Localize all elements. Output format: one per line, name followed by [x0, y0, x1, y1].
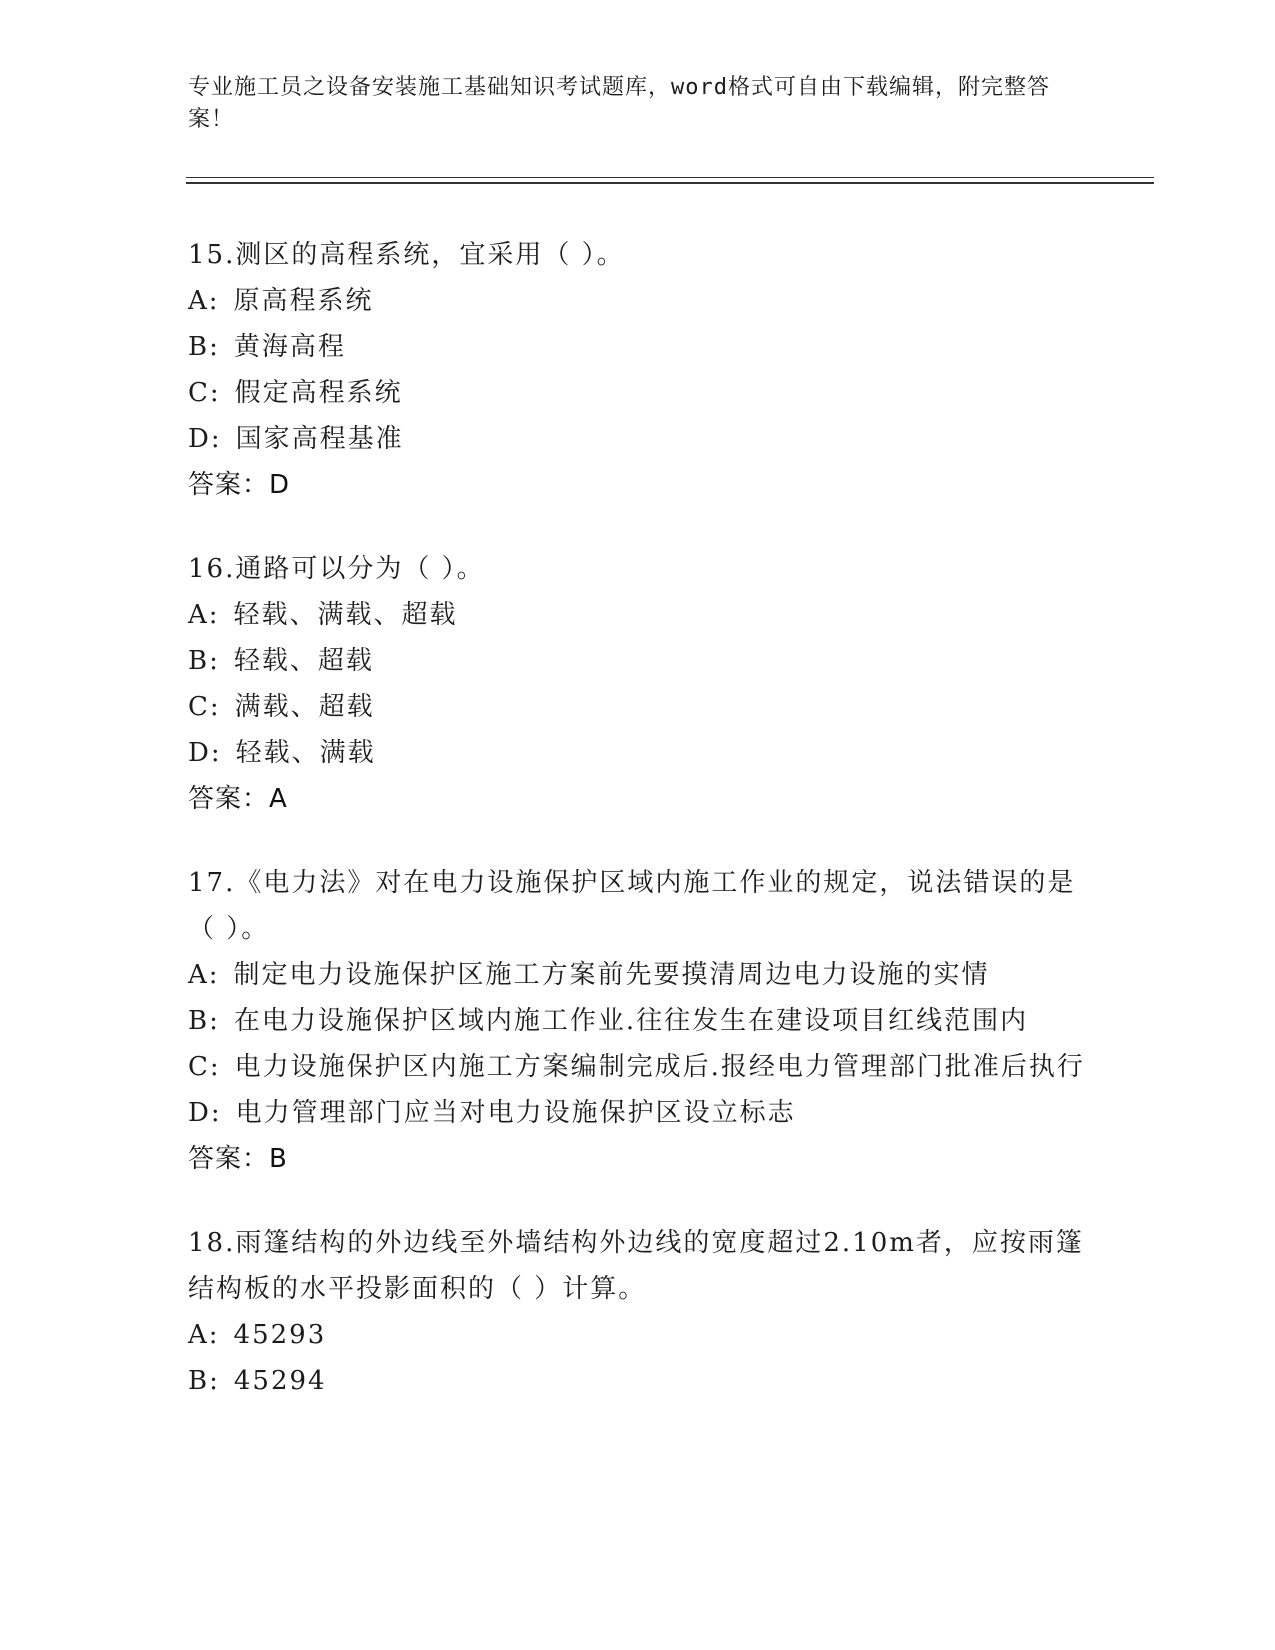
question-stem: 17.《电力法》对在电力设施保护区域内施工作业的规定，说法错误的是（ ）。 [188, 868, 1076, 944]
option-d [188, 416, 1088, 462]
option-text: 满载、超载 [234, 692, 375, 722]
option-text: 轻载、满载 [235, 738, 376, 768]
option-b [188, 998, 1088, 1044]
option-letter: C: [188, 1052, 221, 1082]
option-letter: A: [188, 1320, 220, 1350]
question-stem: 18.雨篷结构的外边线至外墙结构外边线的宽度超过2.10m者，应按雨篷结构板的水平投影面积的（ ）计算。 [188, 1228, 1084, 1304]
option-c [188, 1044, 1088, 1090]
question-17 [188, 860, 1088, 1182]
option-text: 45294 [233, 1366, 327, 1396]
option-letter: A: [188, 960, 220, 990]
option-text: 在电力设施保护区域内施工作业.往往发生在建设项目红线范围内 [233, 1006, 1029, 1036]
answer-line: 答案：D [188, 470, 291, 500]
option-letter: A: [188, 600, 220, 630]
question-stem: 15.测区的高程系统，宜采用（ ）。 [188, 240, 625, 270]
option-b [188, 1358, 1088, 1404]
option-c [188, 684, 1088, 730]
option-a [188, 952, 1088, 998]
option-letter: C: [188, 692, 221, 722]
option-text: 原高程系统 [233, 286, 374, 316]
option-text: 电力设施保护区内施工方案编制完成后.报经电力管理部门批准后执行 [234, 1052, 1085, 1082]
option-letter: D: [188, 738, 222, 768]
option-c [188, 370, 1088, 416]
option-text: 电力管理部门应当对电力设施保护区设立标志 [235, 1098, 796, 1128]
option-d [188, 1090, 1088, 1136]
option-b [188, 324, 1088, 370]
option-text: 国家高程基准 [235, 424, 404, 454]
option-letter: B: [188, 646, 220, 676]
option-text: 轻载、超载 [233, 646, 374, 676]
option-d [188, 730, 1088, 776]
option-letter: A: [188, 286, 220, 316]
option-letter: B: [188, 1366, 220, 1396]
option-text: 轻载、满载、超载 [233, 600, 458, 630]
question-stem: 16.通路可以分为（ ）。 [188, 554, 485, 584]
question-18 [188, 1220, 1088, 1404]
option-a [188, 592, 1088, 638]
option-text: 假定高程系统 [234, 378, 403, 408]
answer-line: 答案：A [188, 784, 288, 814]
option-text: 制定电力设施保护区施工方案前先要摸清周边电力设施的实情 [233, 960, 990, 990]
question-15 [188, 232, 1088, 508]
answer-line: 答案：B [188, 1144, 288, 1174]
option-a [188, 1312, 1088, 1358]
question-16 [188, 546, 1088, 822]
option-letter: C: [188, 378, 221, 408]
option-letter: D: [188, 1098, 222, 1128]
option-a [188, 278, 1088, 324]
document-header: 专业施工员之设备安装施工基础知识考试题库，word格式可自由下载编辑，附完整答案！ [188, 75, 1050, 132]
header-divider-thick [186, 182, 1154, 184]
option-text: 黄海高程 [233, 332, 346, 362]
option-letter: D: [188, 424, 222, 454]
option-text: 45293 [233, 1320, 327, 1350]
option-letter: B: [188, 332, 220, 362]
header-divider-thin [186, 177, 1154, 178]
question-list [188, 232, 1088, 1442]
option-b [188, 638, 1088, 684]
option-letter: B: [188, 1006, 220, 1036]
